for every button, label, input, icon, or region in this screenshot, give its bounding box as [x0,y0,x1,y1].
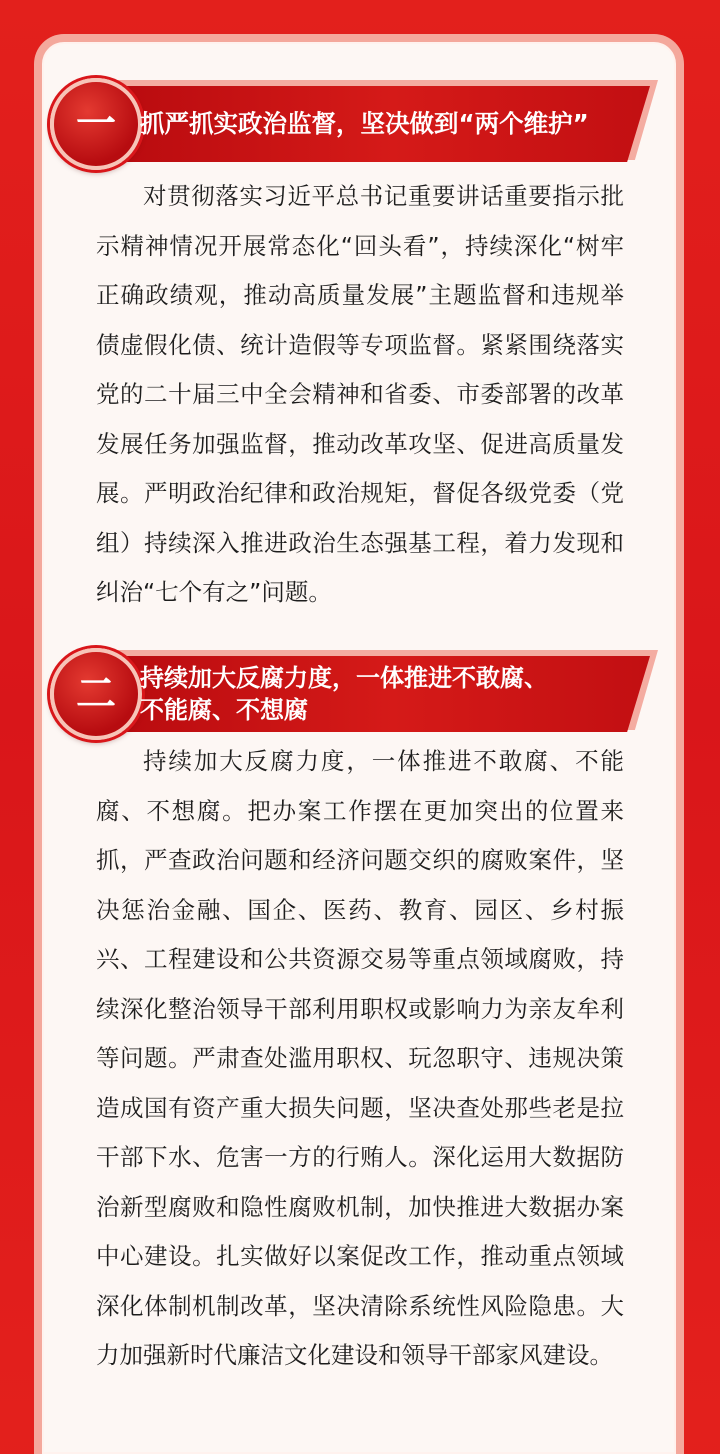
section-title-text: 抓严抓实政治监督，坚决做到“两个维护” [140,109,589,138]
section-two-paragraph: 持续加大反腐力度，一体推进不敢腐、不能腐、不想腐。把办案工作摆在更加突出的位置来抓，严查政治问题和经济问题交织的腐败案件，坚决惩治金融、国企、医药、教育、园区、乡村振兴、工程建设和公共资源交易等重点领域腐败，持续深化整治领导干部利用职权或影响力为亲友牟利等问题。严肃查处滥用职权、玩忽职守、违规决策造成国有资产重大损失问题，坚决查处那些老是拉干部下水、危害一方的行贿人。深化运用大数据防治新型腐败和隐性腐败机制，加快推进大数据办案中心建设。扎实做好以案促改工作，推动重点领域深化体制机制改革，坚决清除系统性风险隐患。大力加强新时代廉洁文化建设和领导干部家风建设。 [96,747,624,1369]
section-two-header [50,648,660,740]
section-one-header [50,78,660,170]
section-title [140,86,640,162]
section-title [140,656,640,732]
section-number-badge: 一 [50,78,142,170]
section-number-badge: 二 [50,648,142,740]
section-title-line-1: 持续加大反腐力度，一体推进不敢腐、 [140,664,548,692]
section-title-line-2: 不能腐、不想腐 [140,696,308,724]
section-one-paragraph: 对贯彻落实习近平总书记重要讲话重要指示批示精神情况开展常态化“回头看”，持续深化“树牢正确政绩观，推动高质量发展”主题监督和违规举债虚假化债、统计造假等专项监督。紧紧围绕落实党的二十届三中全会精神和省委、市委部署的改革发展任务加强监督，推动改革攻坚、促进高质量发展。严明政治纪律和政治规矩，督促各级党委（党组）持续深入推进政治生态强基工程，着力发现和纠治“七个有之”问题。 [96,182,624,606]
